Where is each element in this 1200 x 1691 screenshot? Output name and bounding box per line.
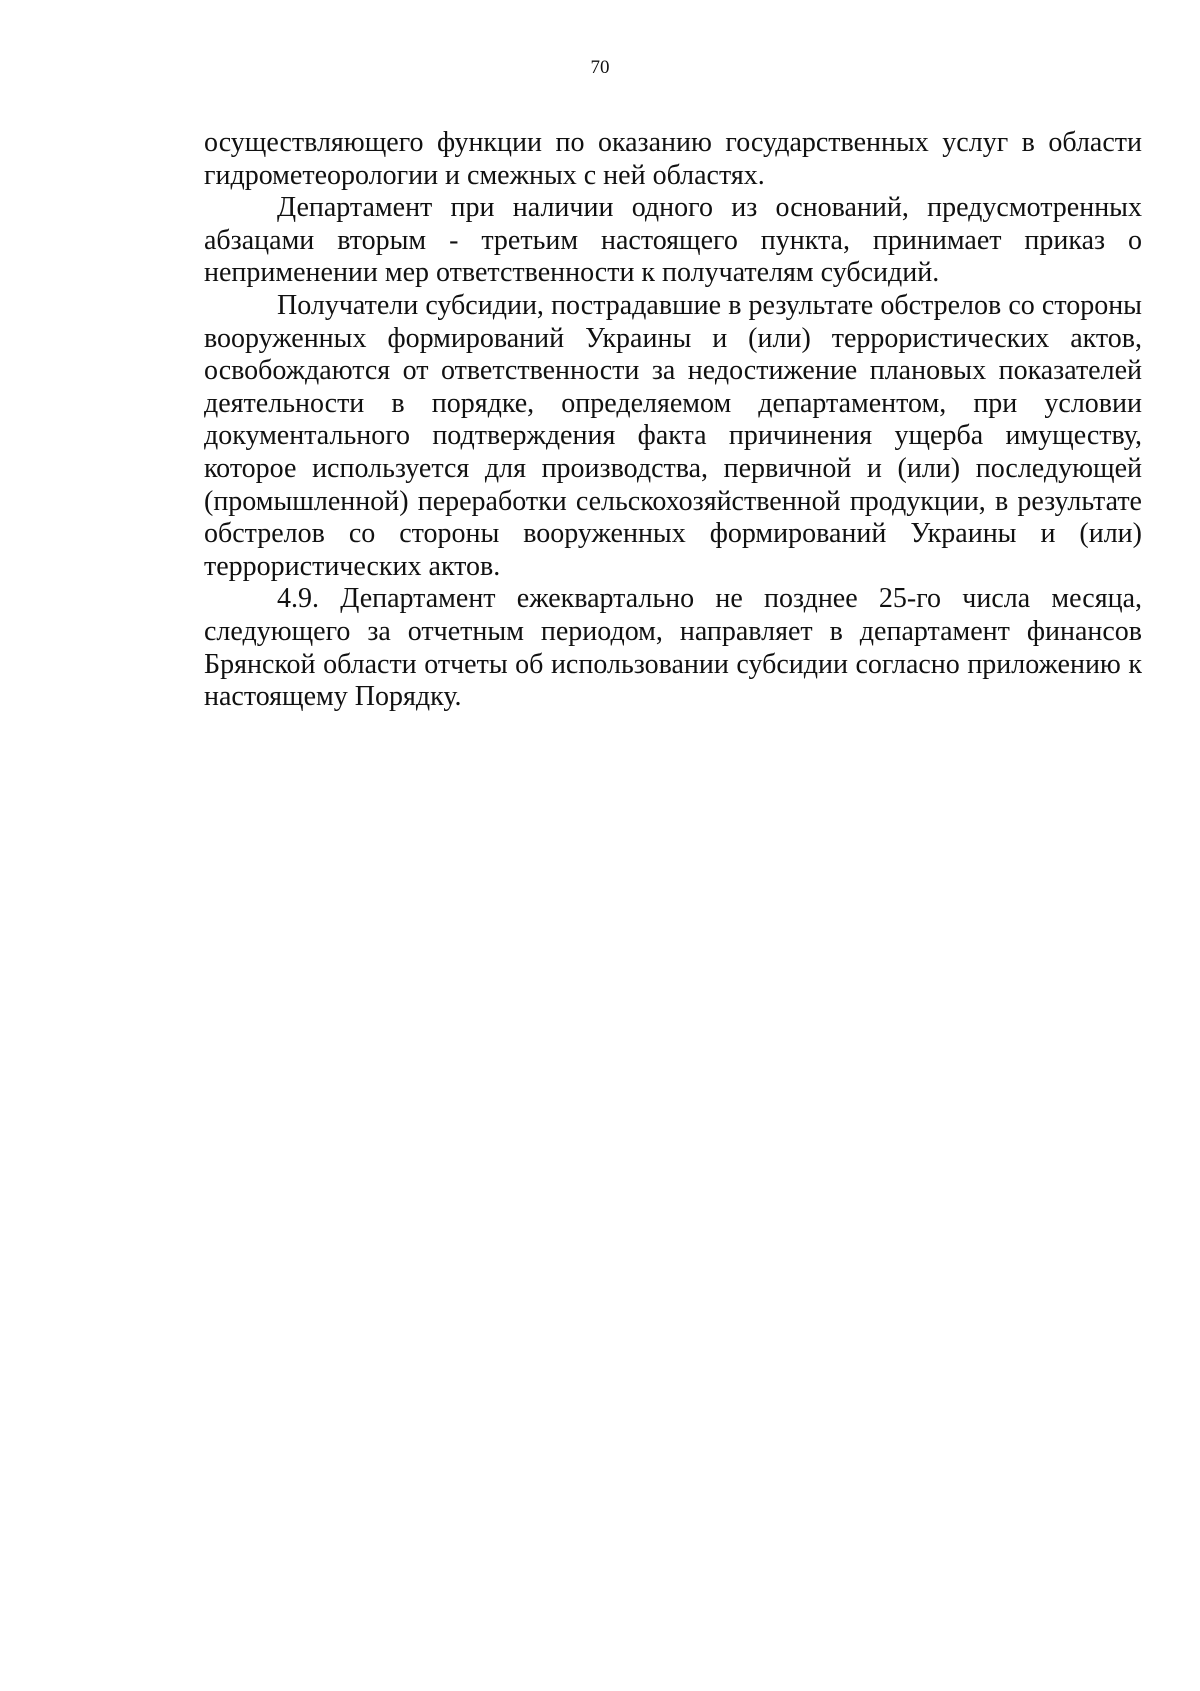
paragraph-department-order: Департамент при наличии одного из оснований, предусмотренных абзацами вторым - третьим настоящего пункта, принимает приказ о неприменении мер ответственности к получателям субсидий. xyxy=(204,192,1142,289)
paragraph-continuation: осуществляющего функции по оказанию государственных услуг в области гидрометеорологии и смежных с ней областях. xyxy=(204,127,1142,191)
paragraph-shelling-exemption: Получатели субсидии, пострадавшие в результате обстрелов со стороны вооруженных формирований Украины и (или) террористических актов, освобождаются от ответственности за недостижение плановых показателей деятельности в порядке, определяемом департаментом, при условии документального подтверждения факта причинения ущерба имуществу, которое используется для производства, первичной и (или) последующей (промышленной) переработки сельскохозяйственной продукции, в результате обстрелов со стороны вооруженных формирований Украины и (или) террористических актов. xyxy=(204,289,1142,582)
document-body xyxy=(204,127,1142,714)
paragraph-4-9-reporting: 4.9. Департамент ежеквартально не позднее 25-го числа месяца, следующего за отчетным периодом, направляет в департамент финансов Брянской области отчеты об использовании субсидии согласно приложению к настоящему Порядку. xyxy=(204,583,1142,713)
page-number: 70 xyxy=(590,57,610,78)
